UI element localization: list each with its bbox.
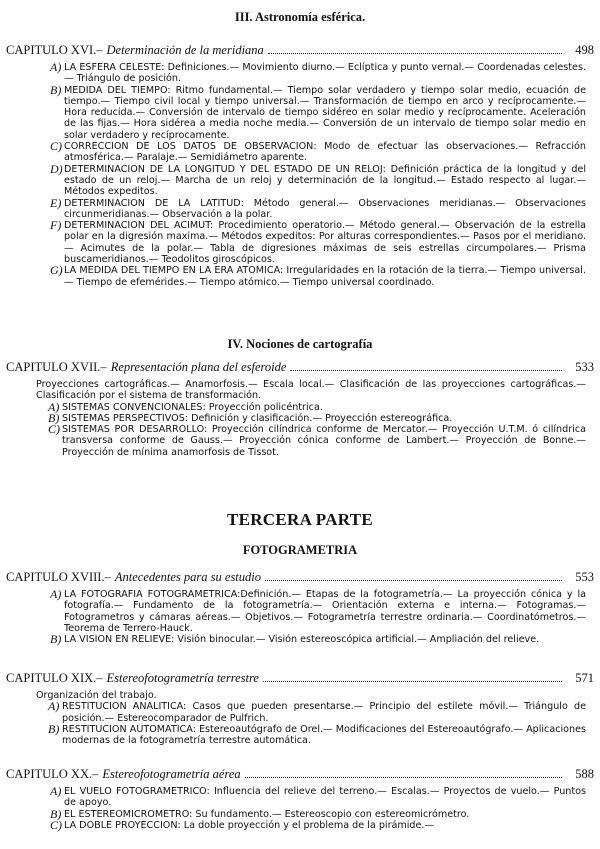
- chapter-xvii-heading: [6, 359, 594, 375]
- page-number: 571: [575, 671, 594, 685]
- chapter-label: CAPITULO XVIII.–: [6, 570, 111, 584]
- item-text: RESTITUCION ANALITICA: Casos que pueden presentarse.— Principio del estilete móvil.— Triángulo de posición.— Estereocomparador de Pulfrich.: [62, 701, 586, 724]
- chapter-xix-heading: [6, 670, 594, 686]
- list-item: [50, 161, 586, 198]
- chapter-label: CAPITULO XVI.–: [6, 43, 103, 57]
- chapter-xvii-block: [6, 359, 594, 458]
- item-letter: C): [50, 817, 62, 832]
- item-letter: B): [48, 410, 60, 425]
- chapter-intro: Organización del trabajo.: [36, 690, 157, 701]
- dot-leader: [290, 370, 562, 371]
- item-text: SISTEMAS POR DESARROLLO: Proyección cilíndrica conforme de Mercator.— Proyección U.T.M. ó cilíndrica transversa conforme de Gauss.— Proyección cónica conforme de Lambert.— Proyección de Bonne.— Proyección de mínima anamorfosis de Tissot.: [62, 424, 586, 458]
- chapter-xx-block: [6, 766, 594, 831]
- item-text: DETERMINACION DE LA LONGITUD Y DEL ESTADO DE UN RELOJ: Definición práctica de la longitud y del estado de un reloj.— Marcha de un reloj y determinación de la longitud.— Estado respecto al lugar.— Métodos expeditos.: [64, 163, 586, 198]
- item-letter: A): [48, 399, 60, 414]
- item-text: CORRECCION DE LOS DATOS DE OBSERVACION: Modo de efectuar las observaciones.— Refracción atmosférica.— Paralaje.— Semidiámetro aparente.: [64, 141, 586, 164]
- chapter-title: Estereofotogrametría terrestre: [106, 671, 259, 685]
- item-text: SISTEMAS CONVENCIONALES: Proyección policéntrica.: [62, 401, 323, 413]
- list-item: [52, 589, 586, 634]
- item-text: DETERMINACION DE LA LATITUD: Método general.— Observaciones meridianas.— Observaciones circunmeridianas.— Observación a la polar.: [64, 197, 586, 220]
- item-text: SISTEMAS PERSPECTIVOS: Definición y clasificación.— Proyección estereográfica.: [62, 412, 453, 424]
- item-text: LA MEDIDA DEL TIEMPO EN LA ERA ATOMICA: Irregularidades en la rotación de la tierra.— Tiempo universal.— Tiempo de efemérides.— Tiempo atómico.— Tiempo universal coordinado.: [64, 265, 586, 288]
- dot-leader: [268, 53, 562, 54]
- item-text: RESTITUCION AUTOMATICA: Estereoautógrafo de Orel.— Modificaciones del Estereoautógrafo.— Aplicaciones modernas de la fotogrametría terrestre automática.: [62, 723, 586, 747]
- section-title-cartografia: IV. Nociones de cartografía: [227, 337, 373, 351]
- list-item: [50, 82, 586, 141]
- item-letter: B): [48, 721, 60, 736]
- item-letter: C): [50, 139, 62, 154]
- item-letter: A): [50, 60, 62, 74]
- part-title: TERCERA PARTE: [226, 510, 374, 529]
- list-item: [50, 195, 586, 221]
- chapter-xvi-entries: [52, 62, 586, 288]
- chapter-xx-heading: [6, 766, 594, 782]
- item-text: DETERMINACION DEL ACIMUT: Procedimiento operatorio.— Método general.— Observación de la estrella polar en la digresión maxima.— Métodos expeditos: Por alturas correspondientes.— Pasos por el meridiano.— Acimutes de la polar.— Tabla de digresiones máximas de seis estrellas circumpolares.— Prisma buscameridianos.— Teodolitos giroscópicos.: [64, 220, 586, 266]
- item-text: LA FOTOGRAFIA FOTOGRAMETRICA:Definición.— Etapas de la fotogrametría.— La proyección cónica y la fotografía.— Fundamento de la fotogrametría.— Orientación externa e interna.— Fotogramas.— Fotogrametros y cámaras aéreas.— Objetivos.— Fotogrametría terrestre ordinaria.— Coordinatómetros.— Teorema de Terrero-Hauck.: [64, 589, 586, 634]
- list-item: [50, 701, 586, 724]
- page-number: 553: [575, 570, 594, 584]
- item-text: LA ESFERA CELESTE: Definiciones.— Movimiento diurno.— Eclíptica y punto vernal.— Coordenadas celestes.— Triángulo de posición.: [64, 62, 586, 85]
- list-item: [52, 220, 586, 265]
- chapter-intro: Proyecciones cartográficas.— Anamorfosis.— Escala local.— Clasificación de las proyecciones cartográficas.— Clasificación por el sistema de transformación.: [36, 379, 586, 402]
- item-text: MEDIDA DEL TIEMPO: Ritmo fundamental.— Tiempo solar verdadero y tiempo solar medio, ecuación de tiempo.— Tiempo civil local y tiempo universal.— Transformación de tiempo en arco y recíprocamente.— Hora reducida.— Conversión de intervalo de tiempo sidéreo en solar medio y recíprocamente. Aceleración de las fijas.— Hora sidérea a media noche media.— Conversión de un intervalo de tiempo solar medio en solar verdadero y recíprocamente.: [64, 84, 586, 141]
- page-number: 588: [575, 767, 594, 781]
- item-text: LA VISION EN RELIEVE: Visión binocular.— Visión estereoscópica artificial.— Ampliación del relieve.: [64, 634, 540, 646]
- chapter-xviii-block: [6, 569, 594, 645]
- chapter-xviii-entries: [52, 589, 586, 645]
- chapter-xvii-entries: [36, 379, 586, 458]
- chapter-xvi-block: [6, 42, 594, 288]
- chapter-title: Estereofotogrametría aérea: [102, 767, 241, 781]
- chapter-title: Representación plana del esferoide: [110, 360, 287, 374]
- section-title-astronomia: III. Astronomía esférica.: [234, 10, 366, 24]
- list-item: [48, 721, 586, 747]
- list-item: [52, 265, 586, 288]
- list-item: [52, 141, 586, 164]
- list-item: [52, 62, 586, 85]
- chapter-xix-block: [6, 670, 594, 746]
- chapter-xvi-heading: [6, 42, 594, 58]
- item-letter: A): [50, 784, 62, 798]
- item-letter: A): [50, 587, 62, 601]
- item-letter: B): [50, 806, 62, 821]
- item-letter: B): [50, 82, 62, 97]
- list-item: [48, 410, 586, 425]
- list-item: [50, 806, 586, 821]
- page-number: 533: [575, 360, 594, 374]
- chapter-label: CAPITULO XX.–: [6, 767, 99, 781]
- chapter-xviii-heading: [6, 569, 594, 585]
- list-item: [52, 786, 586, 809]
- chapter-label: CAPITULO XVII.–: [6, 360, 107, 374]
- dot-leader: [265, 580, 562, 581]
- chapter-title: Determinación de la meridiana: [106, 43, 264, 57]
- chapter-xix-entries: [36, 690, 586, 746]
- item-letter: C): [48, 422, 60, 437]
- part-subtitle: FOTOGRAMETRIA: [242, 543, 358, 557]
- dot-leader: [245, 777, 562, 778]
- page-number: 498: [575, 43, 594, 57]
- chapter-xx-entries: [52, 786, 586, 831]
- item-text: EL VUELO FOTOGRAMETRICO: Influencia del relieve del terreno.— Escalas.— Proyectos de vuelo.— Puntos de apoyo.: [64, 786, 586, 809]
- list-item: [50, 424, 586, 458]
- item-text: EL ESTEREOMICROMETRO: Su fundamento.— Estereoscopio con estereomicrómetro.: [64, 808, 470, 820]
- item-letter: A): [48, 699, 60, 714]
- chapter-label: CAPITULO XIX.–: [6, 671, 103, 685]
- item-letter: E): [50, 195, 62, 210]
- item-letter: G): [50, 263, 63, 278]
- item-letter: B): [50, 632, 62, 647]
- item-text: LA DOBLE PROYECCION: La doble proyección y el problema de la pirámide.—: [64, 819, 435, 831]
- list-item: [48, 399, 586, 414]
- item-letter: D): [50, 161, 63, 176]
- list-item: [50, 817, 586, 832]
- item-letter: F): [50, 218, 62, 233]
- dot-leader: [263, 681, 562, 682]
- list-item: [52, 634, 586, 645]
- chapter-title: Antecedentes para su estudio: [114, 570, 262, 584]
